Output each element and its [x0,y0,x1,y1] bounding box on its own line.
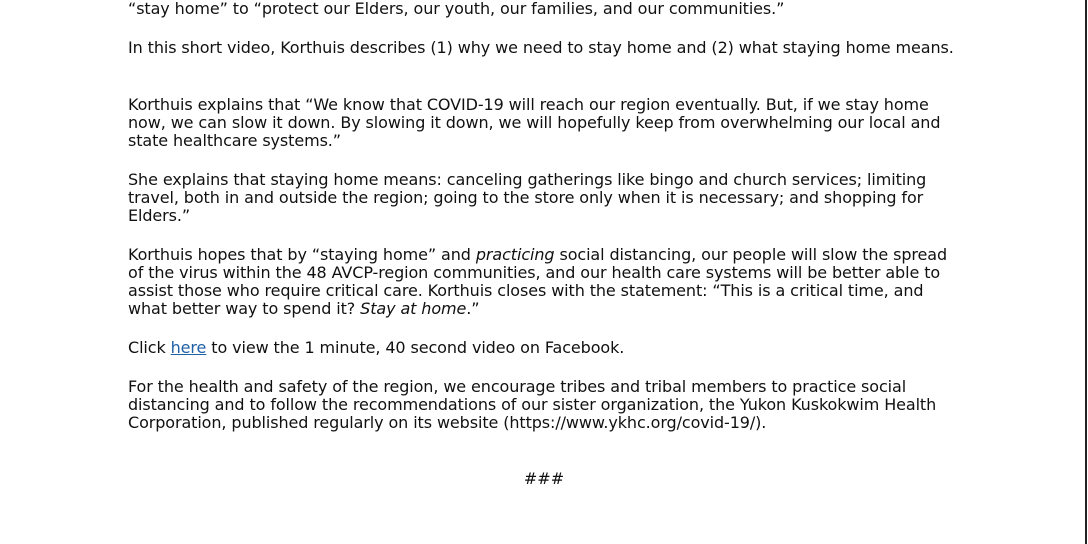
quote-line: “stay home” to “protect our Elders, our youth, our families, and our communities.” [128,0,785,18]
page-edge-divider [1085,0,1087,544]
hopes-paragraph [128,246,958,318]
hopes-italic-stay-at-home: Stay at home [360,299,467,318]
hopes-text-3: .” [466,299,480,318]
end-mark: ### [523,469,565,488]
health-paragraph: For the health and safety of the region, we encourage tribes and tribal members to practice social distancing and to follow the recommendations of our sister organization, the Yukon Kuskokwim Health Corporation, published regularly on its website (https://www.ykhc.org/covid-19/). [128,377,937,432]
click-text-before: Click [128,338,171,357]
facebook-video-link[interactable]: here [170,338,207,357]
staying-home-paragraph: She explains that staying home means: canceling gatherings like bingo and church services; limiting travel, both in and outside the region; going to the store only when it is necessary; and shopping for Elders.” [128,170,927,225]
hopes-text-1: Korthuis hopes that by “staying home” and [128,245,476,264]
explains-paragraph: Korthuis explains that “We know that COVID-19 will reach our region eventually. But, if we stay home now, we can slow it down. By slowing it down, we will hopefully keep from overwhelming our local and state healthcare systems.” [128,95,941,150]
hopes-text-2: social distancing, our people will slow the spread of the virus within the 48 AVCP-region communities, and our health care systems will be better able to assist those who require critical care. Korthuis closes with the statement: “This is a critical time, and what better way to spend it? [128,245,948,318]
click-paragraph [128,339,958,357]
intro-paragraph: In this short video, Korthuis describes (1) why we need to stay home and (2) what staying home means. [128,38,954,57]
hopes-italic-practicing: practicing [475,245,555,264]
click-text-after: to view the 1 minute, 40 second video on Facebook. [206,338,625,357]
